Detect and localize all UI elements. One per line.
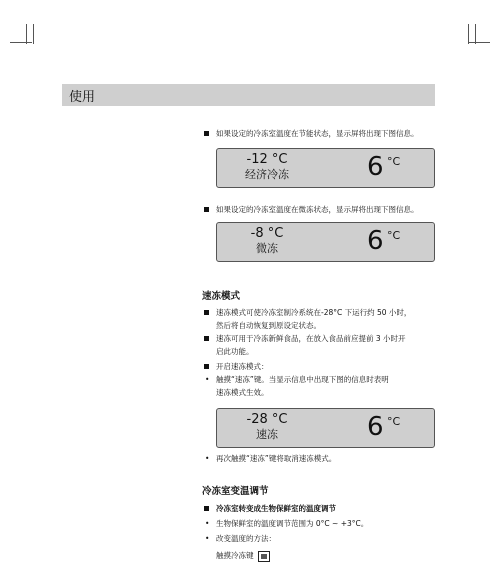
quick-freeze-cancel bbox=[202, 452, 442, 465]
section-title: 使用 bbox=[69, 89, 96, 105]
bullet-micro bbox=[202, 203, 442, 216]
bullet-text: 如果设定的冷冻室温度在节能状态，显示屏将出现下图信息。 bbox=[202, 127, 442, 140]
line: 速冻模式可使冷冻室制冷系统在-28°C 下运行约 50 小时， bbox=[216, 308, 412, 317]
crop-mark bbox=[33, 24, 34, 44]
quick-freeze-bullet-2 bbox=[202, 332, 442, 358]
variable-temp-sub-1 bbox=[202, 517, 442, 530]
line: 生物保鲜室的温度调节范围为 0°C ~ +3°C。 bbox=[216, 519, 369, 528]
quick-freeze-bullet-1 bbox=[202, 306, 442, 332]
key-label: 触摸冷冻键 bbox=[216, 551, 254, 560]
bullet-text: 如果设定的冷冻室温度在微冻状态，显示屏将出现下图信息。 bbox=[202, 203, 442, 216]
quick-freeze-sub-1 bbox=[202, 373, 442, 399]
crop-mark bbox=[26, 24, 27, 44]
sub-dot: • bbox=[205, 454, 210, 463]
fridge-temp: 6 bbox=[367, 152, 384, 182]
variable-temp-section bbox=[202, 485, 442, 562]
fridge-temp: 6 bbox=[367, 226, 384, 256]
fridge-unit: °C bbox=[387, 415, 401, 428]
quick-freeze-bullet-3: 开启速冻模式： bbox=[202, 360, 442, 373]
freeze-key-icon bbox=[258, 551, 270, 562]
freezer-mode: 速冻 bbox=[256, 428, 278, 441]
line: 启此功能。 bbox=[216, 347, 254, 356]
crop-mark bbox=[468, 24, 469, 44]
crop-mark bbox=[475, 24, 476, 44]
quick-freeze-sub-2 bbox=[202, 452, 442, 465]
crop-mark bbox=[10, 42, 32, 43]
variable-temp-bullet-1: 冷冻室转变成生物保鲜室的温度调节 bbox=[202, 502, 442, 515]
line: 触摸“速冻”键。当显示信息中出现下图的信息时表明 bbox=[216, 375, 389, 384]
fridge-temp: 6 bbox=[367, 412, 384, 442]
freezer-temp: -8 °C bbox=[250, 226, 284, 241]
freezer-temp: -28 °C bbox=[246, 412, 288, 427]
fridge-unit: °C bbox=[387, 155, 401, 168]
key-instruction bbox=[202, 549, 442, 562]
crop-mark bbox=[468, 42, 490, 43]
bullet-economy bbox=[202, 127, 442, 140]
line: 改变温度的方法： bbox=[216, 534, 276, 543]
display-quick-freeze bbox=[216, 408, 435, 448]
sub-dot: • bbox=[205, 375, 210, 384]
freezer-temp: -12 °C bbox=[246, 152, 288, 167]
section-header bbox=[62, 84, 435, 106]
line: 速冻可用于冷冻新鲜食品，在放入食品前应提前 3 小时开 bbox=[216, 334, 406, 343]
freezer-mode: 经济冷冻 bbox=[245, 168, 289, 181]
quick-freeze-section bbox=[202, 290, 442, 399]
display-economy bbox=[216, 148, 435, 188]
line: 再次触摸“速冻”键将取消速冻模式。 bbox=[216, 454, 337, 463]
variable-temp-title: 冷冻室变温调节 bbox=[202, 486, 269, 497]
sub-dot: • bbox=[205, 519, 210, 528]
quick-freeze-title: 速冻模式 bbox=[202, 291, 241, 302]
sub-dot: • bbox=[205, 534, 210, 543]
display-micro bbox=[216, 222, 435, 262]
fridge-unit: °C bbox=[387, 229, 401, 242]
freezer-mode: 微冻 bbox=[256, 242, 278, 255]
line: 然后将自动恢复到原设定状态。 bbox=[216, 321, 321, 330]
variable-temp-sub-2 bbox=[202, 532, 442, 545]
line: 速冻模式生效。 bbox=[216, 388, 269, 397]
